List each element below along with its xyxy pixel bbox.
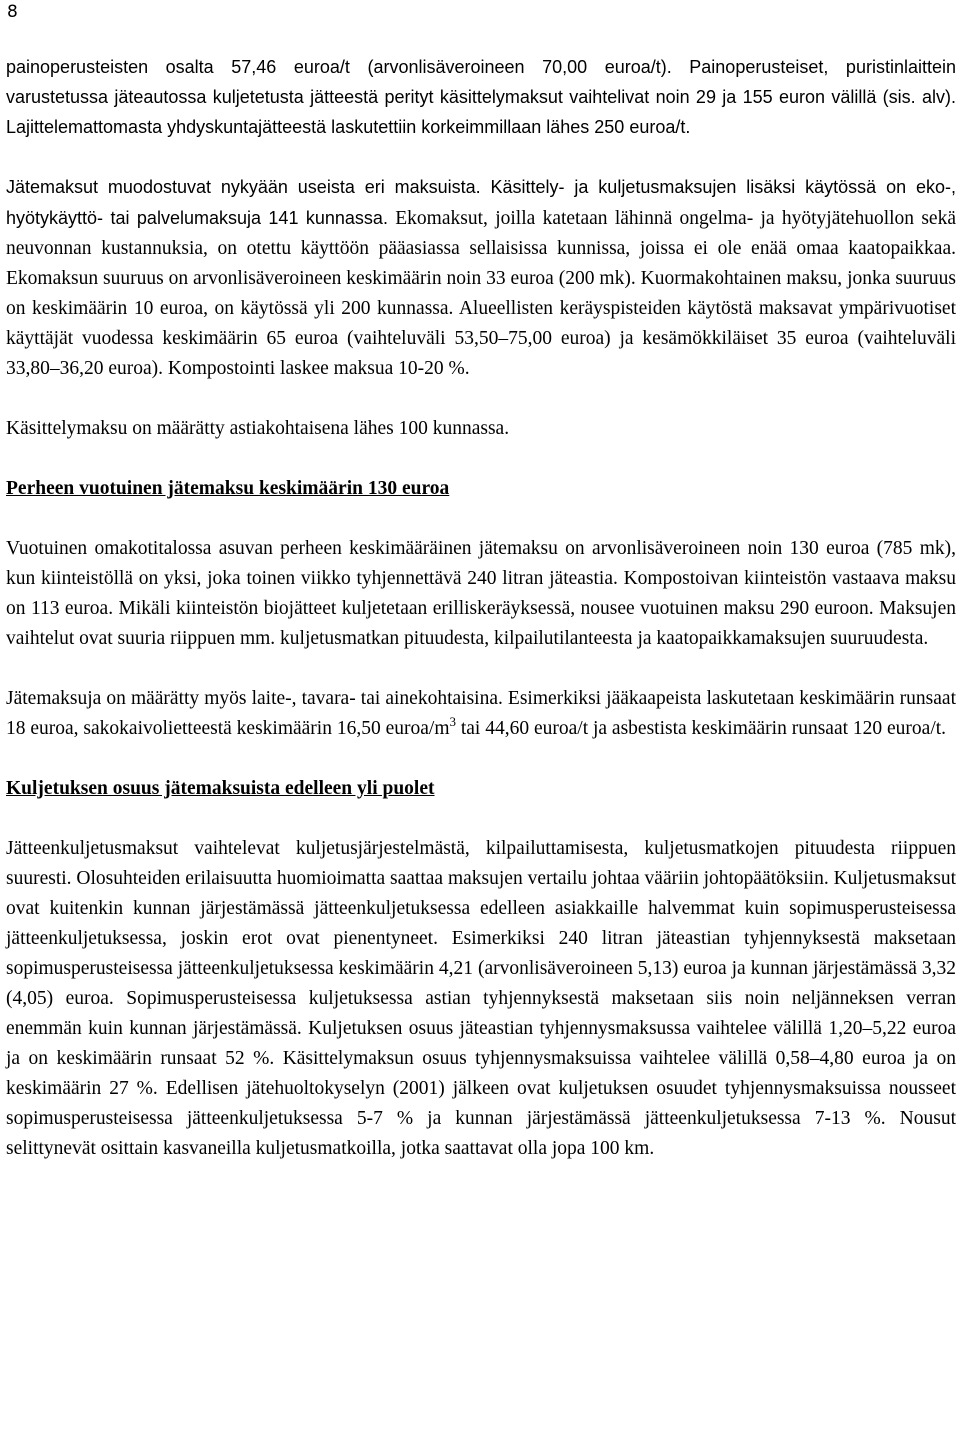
paragraph-fee-types-body: Ekomaksut, joilla katetaan lähinnä ongelma- ja hyötyjätehuollon sekä neuvonnan kustannuksia, on otettu käyttöön pääasiassa sellaisissa kunnissa, joissa ei ole enää omaa kaatopaikkaa. Ekomaksun suuruus on arvonlisäveroineen keskimäärin noin 33 euroa (200 mk). Kuormakohtainen maksu, jonka suuruus on keskimäärin 10 euroa, on käytössä yli 200 kunnassa. Alueellisten keräyspisteiden käytöstä maksavat ympärivuotiset käyttäjät vuodessa keskimäärin 65 euroa (vaihteluväli 53,50–75,00 euroa) ja kesämökkiläiset 35 euroa (vaihteluväli 33,80–36,20 euroa). Kompostointi laskee maksua 10-20 %.	[6, 208, 956, 379]
paragraph-item-fees	[6, 684, 956, 744]
section-heading-family-fee: Perheen vuotuinen jätemaksu keskimäärin 130 euroa	[6, 478, 450, 499]
paragraph-processing-fee: Käsittelymaksu on määrätty astiakohtaisena lähes 100 kunnassa.	[6, 418, 510, 439]
superscript-cubic: 3	[449, 714, 456, 729]
section-heading-transport-share: Kuljetuksen osuus jätemaksuista edelleen yli puolet	[6, 778, 435, 799]
item-fees-text-end: tai 44,60 euroa/t ja asbestista keskimäärin runsaat 120 euroa/t.	[455, 718, 947, 739]
item-fees-text: Jätemaksuja on määrätty myös laite-, tavara- tai ainekohtaisina. Esimerkiksi jääkaapeista laskutetaan keskimäärin runsaat 18 euroa, sakokaivolietteestä keskimäärin 16,50 euroa/m	[6, 688, 956, 739]
paragraph-transport-share: Jätteenkuljetusmaksut vaihtelevat kuljetusjärjestelmästä, kilpailuttamisesta, kuljetusmatkojen pituudesta riippuen suuresti. Olosuhteiden erilaisuutta huomioimatta saattaa maksujen vertailu johtaa vääriin johtopäätöksiin. Kuljetusmaksut ovat kuitenkin kunnan järjestämässä jätteenkuljetuksessa edelleen asiakkaille halvemmat kuin sopimusperusteisessa jätteenkuljetuksessa, joskin erot ovat pienentyneet. Esimerkiksi 240 litran jäteastian tyhjennyksestä maksetaan sopimusperusteisessa jätteenkuljetuksessa keskimäärin 4,21 (arvonlisäveroineen 5,13) euroa ja kunnan järjestämässä 3,32 (4,05) euroa. Sopimusperusteisessa kuljetuksessa astian tyhjennyksestä maksetaan siis noin neljänneksen verran enemmän kuin kunnan järjestämässä. Kuljetuksen osuus jäteastian tyhjennysmaksussa vaihtelee välillä 1,20–5,22 euroa ja on keskimäärin runsaat 52 %. Käsittelymaksun osuus tyhjennysmaksuissa vaihtelee välillä 0,58–4,80 euroa ja on keskimäärin 27 %. Edellisen jätehuoltokyselyn (2001) jälkeen ovat kuljetuksen osuudet tyhjennysmaksuissa nousseet sopimusperusteisessa jätteenkuljetuksessa 5-7 % ja kunnan järjestämässä jätteenkuljetuksessa 7-13 %. Nousut selittynevät osittain kasvaneilla kuljetusmatkoilla, jotka saattavat olla jopa 100 km.	[6, 838, 956, 1159]
paragraph-fees-range: painoperusteisten osalta 57,46 euroa/t (arvonlisäveroineen 70,00 euroa/t). Painoperusteiset, puristinlaittein varustetussa jäteautossa kuljetetusta jätteestä perityt käsittelymaksut vaihtelivat noin 29 ja 155 euron välillä (sis. alv). Lajittelemattomasta yhdyskuntajätteestä laskutettiin korkeimmillaan lähes 250 euroa/t.	[6, 57, 956, 137]
page-number: 8	[7, 2, 18, 22]
paragraph-fee-types-intro: Jätemaksut muodostuvat nykyään useista eri maksuista. Käsittely- ja kuljetusmaksujen lisäksi käytössä on eko-, hyötykäyttö- tai palvelumaksuja 141 kunnassa.	[6, 177, 956, 228]
document-body	[6, 52, 956, 1164]
paragraph-fee-types	[6, 172, 956, 384]
paragraph-family-fee: Vuotuinen omakotitalossa asuvan perheen keskimääräinen jätemaksu on arvonlisäveroineen noin 130 euroa (785 mk), kun kiinteistöllä on yksi, joka toinen viikko tyhjennettävä 240 litran jäteastia. Kompostoivan kiinteistön vastaava maksu on 113 euroa. Mikäli kiinteistön biojätteet kuljetetaan erilliskeräyksessä, nousee vuotuinen maksu 290 euroon. Maksujen vaihtelut ovat suuria riippuen mm. kuljetusmatkan pituudesta, kilpailutilanteesta ja kaatopaikkamaksujen suuruudesta.	[6, 538, 956, 649]
